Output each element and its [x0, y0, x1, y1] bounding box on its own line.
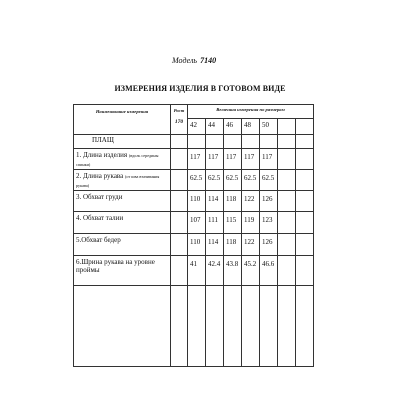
value-cell: 107: [188, 212, 206, 234]
value-cell: 62.5: [188, 170, 206, 191]
value-cell: 114: [206, 234, 224, 256]
empty-cell: [278, 135, 296, 149]
empty-cell: [296, 234, 314, 256]
empty-cell: [171, 191, 188, 212]
size-cell: 46: [224, 119, 242, 135]
size-cell: 48: [242, 119, 260, 135]
empty-cell: [296, 256, 314, 286]
row-name: [74, 149, 171, 170]
header-rost: [171, 105, 188, 135]
value-cell: 117: [242, 149, 260, 170]
row-name: 6.Шрина рукава на уровне проймы: [74, 256, 171, 286]
value-cell: 110: [188, 234, 206, 256]
empty-cell: [278, 149, 296, 170]
section-label: ПЛАЩ: [74, 135, 171, 149]
empty-cell: [278, 119, 296, 135]
empty-cell: [171, 256, 188, 286]
value-cell: 62.5: [242, 170, 260, 191]
row-name-text: 2. Длина рукава: [76, 172, 124, 180]
value-cell: 41: [188, 256, 206, 286]
empty-cell: [260, 286, 278, 367]
value-cell: 122: [242, 191, 260, 212]
empty-cell: [74, 286, 171, 367]
value-cell: 117: [224, 149, 242, 170]
value-cell: 45.2: [242, 256, 260, 286]
size-cell: 44: [206, 119, 224, 135]
row-name: 5.Обхват бедер: [74, 234, 171, 256]
value-cell: 46.6: [260, 256, 278, 286]
empty-cell: [206, 135, 224, 149]
empty-cell: [278, 286, 296, 367]
value-cell: 117: [188, 149, 206, 170]
empty-cell: [224, 135, 242, 149]
empty-cell: [278, 191, 296, 212]
model-number: 7140: [200, 56, 217, 65]
value-cell: 62.5: [206, 170, 224, 191]
empty-cell: [278, 256, 296, 286]
value-cell: 114: [206, 191, 224, 212]
value-cell: 117: [260, 149, 278, 170]
size-cell: 50: [260, 119, 278, 135]
empty-cell: [171, 149, 188, 170]
row-note: (от шва втачивания рукава): [76, 174, 160, 188]
value-cell: 123: [260, 212, 278, 234]
value-cell: 110: [188, 191, 206, 212]
value-cell: 118: [224, 191, 242, 212]
header-rost-label: Рост: [173, 108, 185, 113]
row-name: [74, 170, 171, 191]
empty-cell: [242, 286, 260, 367]
value-cell: 122: [242, 234, 260, 256]
table-row: [74, 256, 314, 286]
value-cell: 118: [224, 234, 242, 256]
value-cell: 62.5: [260, 170, 278, 191]
empty-cell: [171, 286, 188, 367]
header-sizes: Величина измерения по размерам: [188, 105, 314, 119]
empty-cell: [188, 135, 206, 149]
table-row: [74, 191, 314, 212]
empty-cell: [278, 234, 296, 256]
empty-cell: [296, 191, 314, 212]
row-name-text: 1. Длина изделия: [76, 151, 128, 159]
empty-cell: [171, 234, 188, 256]
size-cell: 42: [188, 119, 206, 135]
measurements-table: [73, 104, 314, 367]
empty-cell: [296, 170, 314, 191]
empty-cell: [278, 212, 296, 234]
value-cell: 126: [260, 191, 278, 212]
value-cell: 119: [242, 212, 260, 234]
row-note: (вдоль середины спинки): [76, 153, 159, 167]
model-line: [172, 56, 216, 65]
empty-cell: [224, 286, 242, 367]
header-row: [74, 105, 314, 119]
empty-cell: [171, 135, 188, 149]
empty-cell: [296, 286, 314, 367]
empty-cell: [206, 286, 224, 367]
empty-cell: [296, 212, 314, 234]
header-measurement-name: Наименование измерения: [74, 105, 171, 135]
value-cell: 111: [206, 212, 224, 234]
header-rost-value: 170: [174, 119, 184, 125]
empty-cell: [296, 119, 314, 135]
table-row: [74, 170, 314, 191]
empty-cell: [278, 170, 296, 191]
section-row: [74, 135, 314, 149]
row-name: 3. Обхват груди: [74, 191, 171, 212]
empty-cell: [296, 149, 314, 170]
table-row: [74, 234, 314, 256]
empty-cell: [260, 135, 278, 149]
value-cell: 43.8: [224, 256, 242, 286]
empty-cell: [171, 212, 188, 234]
empty-cell: [171, 170, 188, 191]
value-cell: 115: [224, 212, 242, 234]
value-cell: 117: [206, 149, 224, 170]
row-name: 4. Обхват талии: [74, 212, 171, 234]
model-label: Модель: [172, 56, 198, 65]
table-row: [74, 212, 314, 234]
empty-cell: [296, 135, 314, 149]
document-title: ИЗМЕРЕНИЯ ИЗДЕЛИЯ В ГОТОВОМ ВИДЕ: [114, 84, 286, 93]
empty-cell: [242, 135, 260, 149]
value-cell: 62.5: [224, 170, 242, 191]
table-row: [74, 149, 314, 170]
empty-row: [74, 286, 314, 367]
empty-cell: [188, 286, 206, 367]
value-cell: 126: [260, 234, 278, 256]
value-cell: 42.4: [206, 256, 224, 286]
